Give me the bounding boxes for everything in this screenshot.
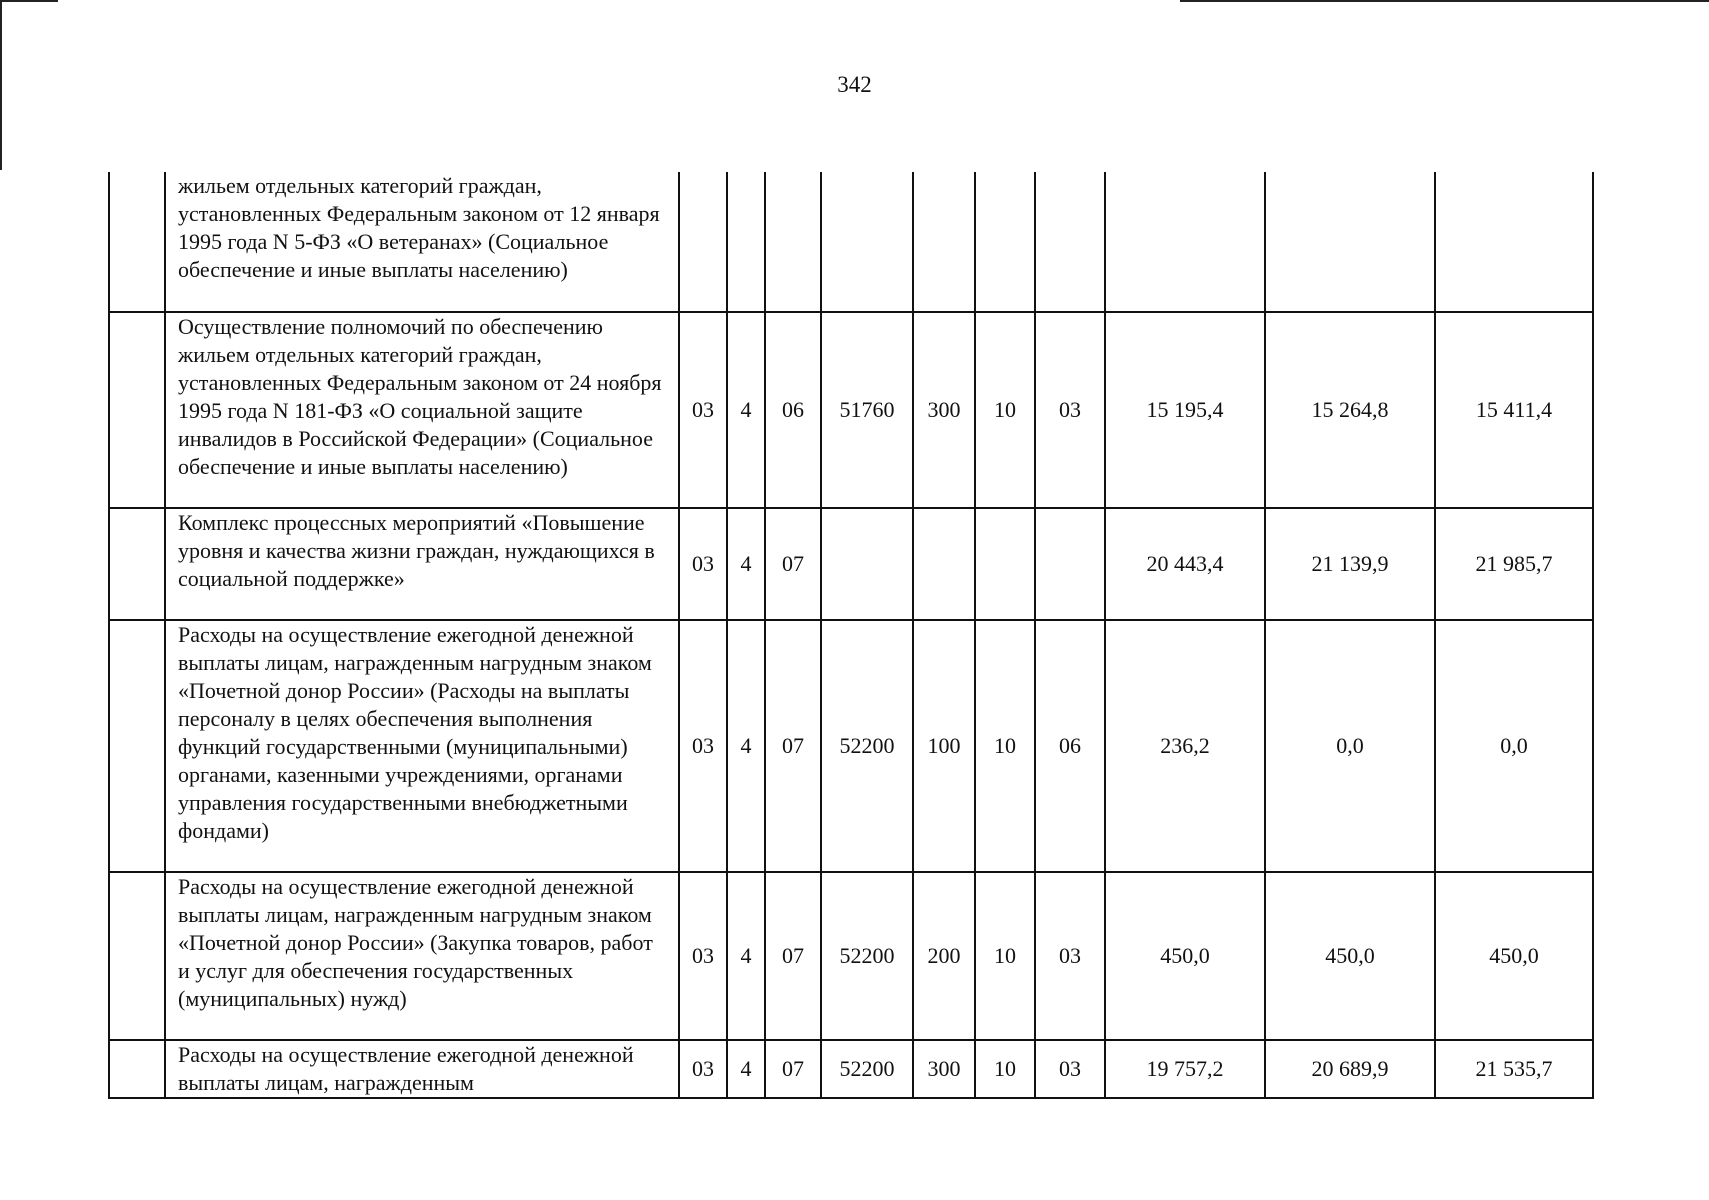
row-description: жильем отдельных категорий граждан, установленных Федеральным законом от 12 января 1995 года N 5-ФЗ «О ветеранах» (Социальное обеспечение и иные выплаты населению) xyxy=(165,172,679,312)
row-index-cell xyxy=(109,620,165,872)
code-cell xyxy=(975,508,1035,620)
amount-cell: 0,0 xyxy=(1265,620,1435,872)
code-cell xyxy=(765,172,821,312)
code-cell xyxy=(821,172,913,312)
code-cell xyxy=(1035,508,1105,620)
row-index-cell xyxy=(109,508,165,620)
amount-cell: 236,2 xyxy=(1105,620,1265,872)
amount-cell: 450,0 xyxy=(1105,872,1265,1040)
amount-cell xyxy=(1105,172,1265,312)
code-cell: 03 xyxy=(679,872,727,1040)
code-cell: 300 xyxy=(913,312,975,508)
code-cell xyxy=(1035,172,1105,312)
code-cell xyxy=(913,508,975,620)
amount-cell: 19 757,2 xyxy=(1105,1040,1265,1098)
table-row xyxy=(109,508,1593,620)
table-row xyxy=(109,620,1593,872)
code-cell: 03 xyxy=(1035,872,1105,1040)
code-cell: 100 xyxy=(913,620,975,872)
row-index-cell xyxy=(109,872,165,1040)
code-cell: 200 xyxy=(913,872,975,1040)
code-cell: 06 xyxy=(1035,620,1105,872)
row-index-cell xyxy=(109,1040,165,1098)
amount-cell: 15 195,4 xyxy=(1105,312,1265,508)
amount-cell: 21 535,7 xyxy=(1435,1040,1593,1098)
row-description: Расходы на осуществление ежегодной денежной выплаты лицам, награжденным xyxy=(165,1040,679,1098)
code-cell: 07 xyxy=(765,508,821,620)
code-cell: 03 xyxy=(679,508,727,620)
code-cell xyxy=(679,172,727,312)
code-cell: 52200 xyxy=(821,872,913,1040)
code-cell: 52200 xyxy=(821,1040,913,1098)
table-row xyxy=(109,172,1593,312)
code-cell: 10 xyxy=(975,872,1035,1040)
code-cell: 07 xyxy=(765,872,821,1040)
code-cell: 4 xyxy=(727,620,765,872)
code-cell: 4 xyxy=(727,1040,765,1098)
scan-edge-top-left xyxy=(0,0,58,2)
budget-table xyxy=(108,172,1594,1099)
amount-cell: 21 139,9 xyxy=(1265,508,1435,620)
amount-cell xyxy=(1265,172,1435,312)
code-cell: 51760 xyxy=(821,312,913,508)
table-row xyxy=(109,872,1593,1040)
code-cell: 4 xyxy=(727,872,765,1040)
page-number: 342 xyxy=(837,72,872,97)
row-description: Осуществление полномочий по обеспечению жильем отдельных категорий граждан, установленных Федеральным законом от 24 ноября 1995 года N 181-ФЗ «О социальной защите инвалидов в Российской Федерации» (Социальное обеспечение и иные выплаты населению) xyxy=(165,312,679,508)
code-cell xyxy=(913,172,975,312)
code-cell xyxy=(821,508,913,620)
row-index-cell xyxy=(109,172,165,312)
amount-cell xyxy=(1435,172,1593,312)
code-cell: 07 xyxy=(765,1040,821,1098)
code-cell: 10 xyxy=(975,620,1035,872)
code-cell xyxy=(727,172,765,312)
amount-cell: 0,0 xyxy=(1435,620,1593,872)
table-row xyxy=(109,1040,1593,1098)
row-index-cell xyxy=(109,312,165,508)
code-cell: 10 xyxy=(975,312,1035,508)
code-cell: 300 xyxy=(913,1040,975,1098)
code-cell: 03 xyxy=(679,620,727,872)
row-description: Расходы на осуществление ежегодной денежной выплаты лицам, награжденным нагрудным знаком «Почетной донор России» (Закупка товаров, работ и услуг для обеспечения государственных (муниципальных) нужд) xyxy=(165,872,679,1040)
code-cell: 03 xyxy=(679,1040,727,1098)
scan-edge-top-right xyxy=(1180,0,1709,2)
amount-cell: 21 985,7 xyxy=(1435,508,1593,620)
code-cell: 4 xyxy=(727,508,765,620)
code-cell: 06 xyxy=(765,312,821,508)
code-cell: 03 xyxy=(1035,312,1105,508)
amount-cell: 20 443,4 xyxy=(1105,508,1265,620)
code-cell xyxy=(975,172,1035,312)
amount-cell: 450,0 xyxy=(1265,872,1435,1040)
code-cell: 07 xyxy=(765,620,821,872)
amount-cell: 15 264,8 xyxy=(1265,312,1435,508)
table-row xyxy=(109,312,1593,508)
amount-cell: 450,0 xyxy=(1435,872,1593,1040)
amount-cell: 15 411,4 xyxy=(1435,312,1593,508)
row-description: Расходы на осуществление ежегодной денежной выплаты лицам, награжденным нагрудным знаком «Почетной донор России» (Расходы на выплаты персоналу в целях обеспечения выполнения функций государственными (муниципальными) органами, казенными учреждениями, органами управления государственными внебюджетными фондами) xyxy=(165,620,679,872)
code-cell: 10 xyxy=(975,1040,1035,1098)
code-cell: 4 xyxy=(727,312,765,508)
code-cell: 03 xyxy=(1035,1040,1105,1098)
row-description: Комплекс процессных мероприятий «Повышение уровня и качества жизни граждан, нуждающихся в социальной поддержке» xyxy=(165,508,679,620)
code-cell: 03 xyxy=(679,312,727,508)
code-cell: 52200 xyxy=(821,620,913,872)
amount-cell: 20 689,9 xyxy=(1265,1040,1435,1098)
